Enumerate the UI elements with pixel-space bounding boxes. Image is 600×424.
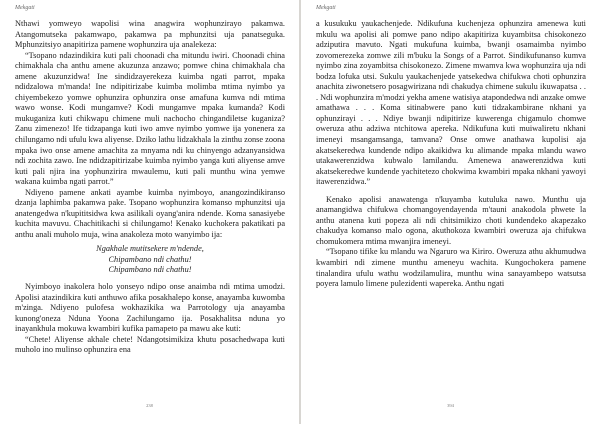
running-head-right: Mekgati	[316, 5, 336, 11]
quote-paragraph: “Chete! Aliyense akhale chete! Ndangotsimikiza khutu posachedwapa kuti muholo ino mulinso ophunzira ena	[15, 334, 285, 355]
quote-paragraph: “Tsopano tifike ku mlandu wa Ngaruro wa Kiriro. Oweruza athu akhumudwa kwambiri ndi zimene munthu ameneyu wachita. Kungochokera pamene tinalandira ufulu wathu wodzilamulira, munthu wina sanayambepo watsutsa poyera lamulo limene pulezidenti wapereka. Anthu ngati	[316, 247, 586, 289]
verse-line: Ngakhale mutitsekere m'ndende,	[96, 244, 204, 254]
quote-paragraph: “Tsopano ndazindikira kuti pali choonadi cha mitundu iwiri. Choonadi china chimakhala cha anthu amene akuzunza anzawo; pomwe china chimakhala cha amene akuzunzidwa! Ine sindidzayerekeza kuimba ngati parrot, mpaka ndidzalowa m'manda! Ine ndipitirizabe kuimba molimba mtima nyimbo ya chiyembekezo yomwe ophunzira ophunzira onse amafuna kumva ndi mtima wawo wonse. Kodi mungamve? Kodi mungamve mpaka kumanda? Kodi mukuganiza kuti chikwapu chimene muli nachocho chingandiletse kuganiza? Zanu zimenezo! Ife tidzapanga kuti iwo amve nyimbo yomwe ija yonenera za chilungamo ndi ufulu kwa aliyense. Dziko lathu lidzakhala la zinthu zonse zoona mpaka iwo onse amene amachita za mnyama ndi ku chinyengo adzanyansidwa ndi zochita zawo. Ine ndidzapitirizabe kuimba nyimbo yanga kuti aliyense amve kuti pali njira ina yophunzirira mwaulemu, kuti pali munthu wina yemwe wakana kuimba ngati parrot.”	[15, 50, 285, 187]
page-number-right: 394	[447, 403, 454, 408]
left-page	[0, 0, 299, 424]
paragraph: Ndiyeno pamene ankati ayambe kuimba nyimboyo, anangozindikiranso dzanja laphimba pakamwa pake. Tsopano wophunzira komanso mphunzitsi uja anatengedwa n'kupititsidwa kwa asilikali oyang'anira ndende. Koma sanasiyebe kuchita mavuvu. Chachitikachi si chilungamo! Kenako kuchokera pakatikati pa anthu anali muholo muja, wina anakoleza moto wanyimbo ija:	[15, 187, 285, 239]
verse-line: Chipambano ndi chathu!	[108, 265, 192, 275]
right-page-body	[316, 19, 586, 290]
paragraph: a kusukuku yaukachenjede. Ndikufuna kuchenjeza ophunzira amenewa kuti mkulu wa apolisi ali pomwe pano ndipo akapitiriza kuyambitsa chisokonezo adziputira mavuto. Ngati mukufuna kuimba, bwanji osamaimba nyimbo zovomerezeka zomwe zili m'buku la Songs of a Parrot. Sindikufunanso kumva nyimbo zina zoyambitsa chisokonezo. Zimene mwamva kwa wophunzira uja ndi bodza lofuka utsi. Sukulu yaukachenjede yatsekedwa chifukwa choti ophunzira anachita ziwonetsero posagwirizana ndi chakudya chimene sukulu ikuwapatsa . . . Ndi wophunzira m'modzi yekha amene watisiya atapondedwa ndi anzake omwe amathawa . . . Koma sitinabwere pano kuti tidzakambirane nkhani ya ophunzirayi . . . Ndiye bwanji ndipitirize kuwerenga chigamulo chomwe oweruza athu adziwa ntchitowa apereka. Ndikufuna kuti muiwaliretu nkhani imeneyi msangamsanga, tamvana? Onse omwe anathawa kupolisi aja akatsekeredwa kundende ndipo akaikidwa ku alimande mpaka mlandu wawo utakawerenzidwa kubwalo lamilandu. Amenewa anawerenzidwa kuti akatsekeredwe kundende yachitetezo chokwima kwambiri mpaka nkhani yawoyi itawerenzidwa.”	[316, 19, 586, 187]
paragraph: Nyimboyo inakolera holo yonseyo ndipo onse anaimba ndi mtima umodzi. Apolisi atazindikira kuti anthuwo afika posakhalepo konse, anayamba kuwomba m'zinga. Ndiyeno pulofesa wokhazikika wa Parrotology uja anayamba kunong'oneza Nduna Yoona Zachilungamo ija. Posakhalitsa nduna yo inayankhula mokuwa kwambiri kufika pamapeto pa mawu ake kuti:	[15, 281, 285, 334]
left-page-body	[15, 19, 285, 356]
song-verse	[15, 244, 285, 276]
right-page	[301, 0, 600, 424]
paragraph: Nthawi yomweyo wapolisi wina anagwira wophunzirayo pakamwa. Atangomutseka pakamwapo, pakamwa pa mphunzitsi uja panatseguka. Mphunzitsiyo anapitiriza pamene wophunzira uja analekeza:	[15, 19, 285, 50]
verse-line: Chipambano ndi chathu!	[108, 254, 192, 264]
paragraph: Kenako apolisi anawatenga n'kuyamba kutuluka nawo. Munthu uja anamangidwa chifukwa chomangoyendayenda m'tauni anakodola phwete la anthu atanena kuti popeza ali ndi chitsimikizo choti kundendeko akapezako chakudya komanso malo ogona, akuthokoza kwambiri oweruza aja chifukwa chomukomera mtima mwanjira imeneyi.	[316, 194, 586, 246]
running-head-left: Mekgati	[15, 5, 35, 11]
page-number-left: 238	[146, 403, 153, 408]
